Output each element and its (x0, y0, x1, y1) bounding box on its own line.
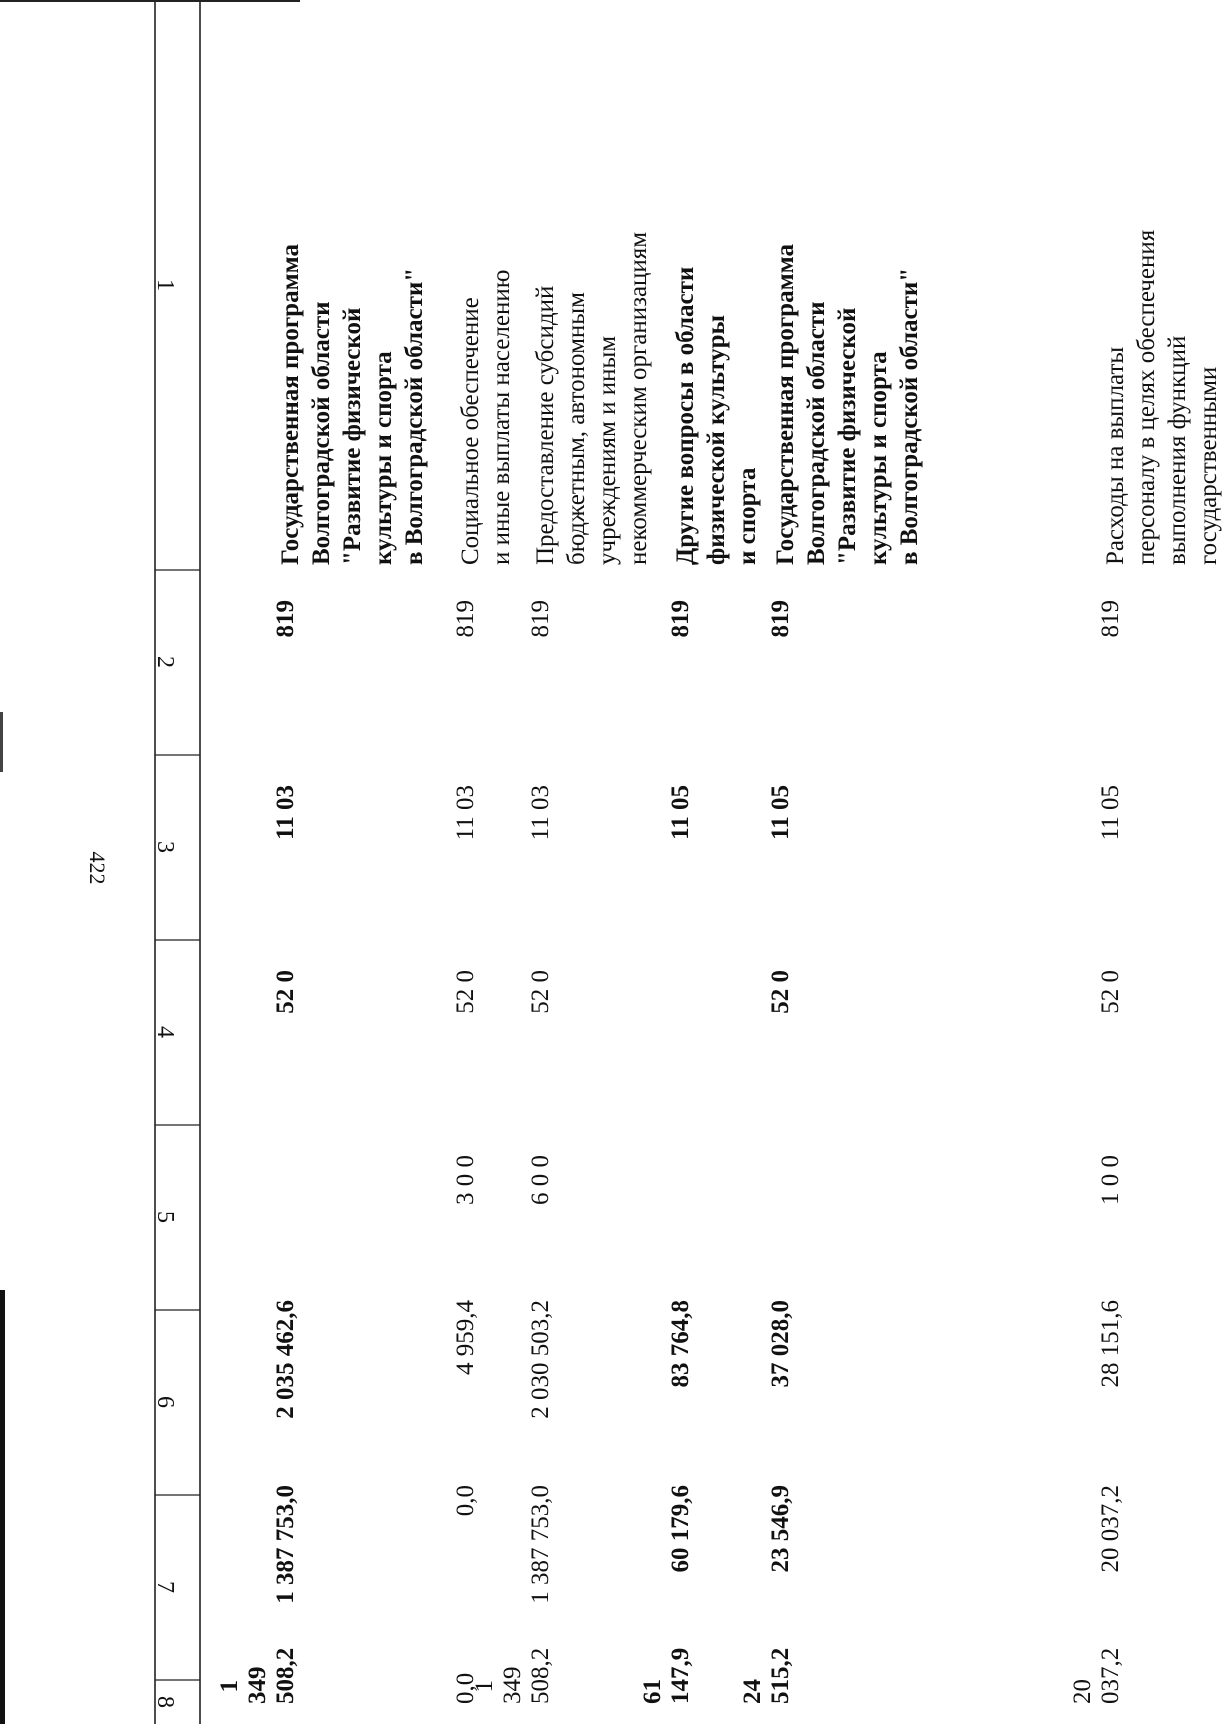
row-2-name-line: и иные выплаты населению (488, 269, 515, 565)
row-4-name-line: и спорта (734, 467, 761, 565)
row-3-name-line: Предоставление субсидий (532, 285, 559, 565)
row-4-col-8: 61 147,9 (639, 1647, 694, 1704)
row-3-col-4: 52 0 (527, 970, 554, 1014)
row-4-col-3: 11 05 (667, 785, 694, 840)
row-2-col-6: 4 959,4 (452, 1300, 479, 1375)
row-4-col-2: 819 (667, 600, 694, 638)
row-6-name (1100, 20, 1224, 565)
row-4-name (670, 20, 763, 565)
column-dividers (155, 570, 200, 1680)
row-5-col-2: 819 (767, 600, 794, 638)
row-5-col-8: 24 515,2 (739, 1647, 794, 1704)
row-2-col-8: 0,0 (452, 1672, 479, 1704)
row-3-name-line: учреждениям и иным (594, 335, 621, 565)
column-header-8: 8 (152, 1696, 178, 1708)
row-3-col-3: 11 03 (527, 785, 554, 841)
row-1-col-2: 819 (272, 600, 299, 638)
row-1-col-6: 2 035 462,6 (272, 1300, 299, 1419)
row-3-name-line: некоммерческим организациям (625, 231, 652, 565)
row-2-col-5: 3 0 0 (452, 1155, 479, 1205)
row-5-name-line: в Волгоградской области" (896, 267, 923, 565)
row-1-name (275, 20, 430, 565)
row-3-name (530, 20, 654, 565)
column-header-4: 4 (152, 1026, 178, 1038)
row-1-col-4: 52 0 (272, 970, 299, 1014)
row-2-col-2: 819 (452, 600, 479, 638)
row-2-col-4: 52 0 (452, 970, 479, 1014)
row-1-name-line: в Волгоградской области" (401, 267, 428, 565)
row-5-name-line: Государственная программа (772, 244, 799, 565)
row-2-col-3: 11 03 (452, 785, 479, 841)
column-header-1: 1 (152, 279, 178, 291)
row-1-col-8: 1 349 508,2 (216, 1647, 299, 1704)
row-6-col-6: 28 151,6 (1097, 1300, 1124, 1388)
row-6-col-8: 20 037,2 (1069, 1647, 1124, 1704)
row-1-name-line: культуры и спорта (370, 351, 397, 565)
row-6-col-3: 11 05 (1097, 785, 1124, 841)
row-2-name-line: Социальное обеспечение (457, 297, 484, 565)
row-1-name-line: "Развитие физической (339, 307, 366, 565)
row-5-name-line: культуры и спорта (865, 351, 892, 565)
row-3-col-5: 6 0 0 (527, 1155, 554, 1205)
row-6-col-2: 819 (1097, 600, 1124, 638)
row-1-name-line: Волгоградской области (308, 301, 335, 565)
column-header-3: 3 (152, 841, 178, 853)
row-1-col-7: 1 387 753,0 (272, 1485, 299, 1604)
row-5-name-line: Волгоградской области (803, 301, 830, 565)
row-5-col-3: 11 05 (767, 785, 794, 840)
column-header-6: 6 (152, 1396, 178, 1408)
row-5-name-line: "Развитие физической (834, 307, 861, 565)
row-1-name-line: Государственная программа (277, 244, 304, 565)
row-1-col-3: 11 03 (272, 785, 299, 840)
row-3-col-2: 819 (527, 600, 554, 638)
row-4-name-line: физической культуры (703, 314, 730, 565)
column-header-2: 2 (152, 656, 178, 668)
row-3-name-line: бюджетным, автономным (563, 292, 590, 565)
row-6-col-5: 1 0 0 (1097, 1155, 1124, 1205)
column-header-5: 5 (152, 1211, 178, 1223)
row-3-col-7: 1 387 753,0 (527, 1485, 554, 1604)
row-2-name (455, 20, 517, 565)
row-5-col-7: 23 546,9 (767, 1485, 794, 1573)
row-6-col-7: 20 037,2 (1097, 1485, 1124, 1573)
row-6-name-line: выполнения функций (1164, 335, 1191, 565)
row-4-col-6: 83 764,8 (667, 1300, 694, 1388)
row-3-col-8: 1 349 508,2 (471, 1647, 554, 1704)
row-6-name-line: Расходы на выплаты (1102, 346, 1129, 565)
row-4-name-line: Другие вопросы в области (672, 266, 699, 565)
row-2-col-7: 0,0 (452, 1485, 479, 1517)
row-4-col-7: 60 179,6 (667, 1485, 694, 1573)
row-5-name (770, 20, 925, 565)
column-header-7: 7 (152, 1581, 178, 1593)
row-5-col-4: 52 0 (767, 970, 794, 1014)
row-6-name-line: персоналу в целях обеспечения (1133, 229, 1160, 565)
page-number: 422 (85, 851, 110, 885)
row-6-name-line: государственными (1195, 366, 1222, 565)
row-3-col-6: 2 030 503,2 (527, 1300, 554, 1419)
row-6-col-4: 52 0 (1097, 970, 1124, 1014)
row-5-col-6: 37 028,0 (767, 1300, 794, 1388)
